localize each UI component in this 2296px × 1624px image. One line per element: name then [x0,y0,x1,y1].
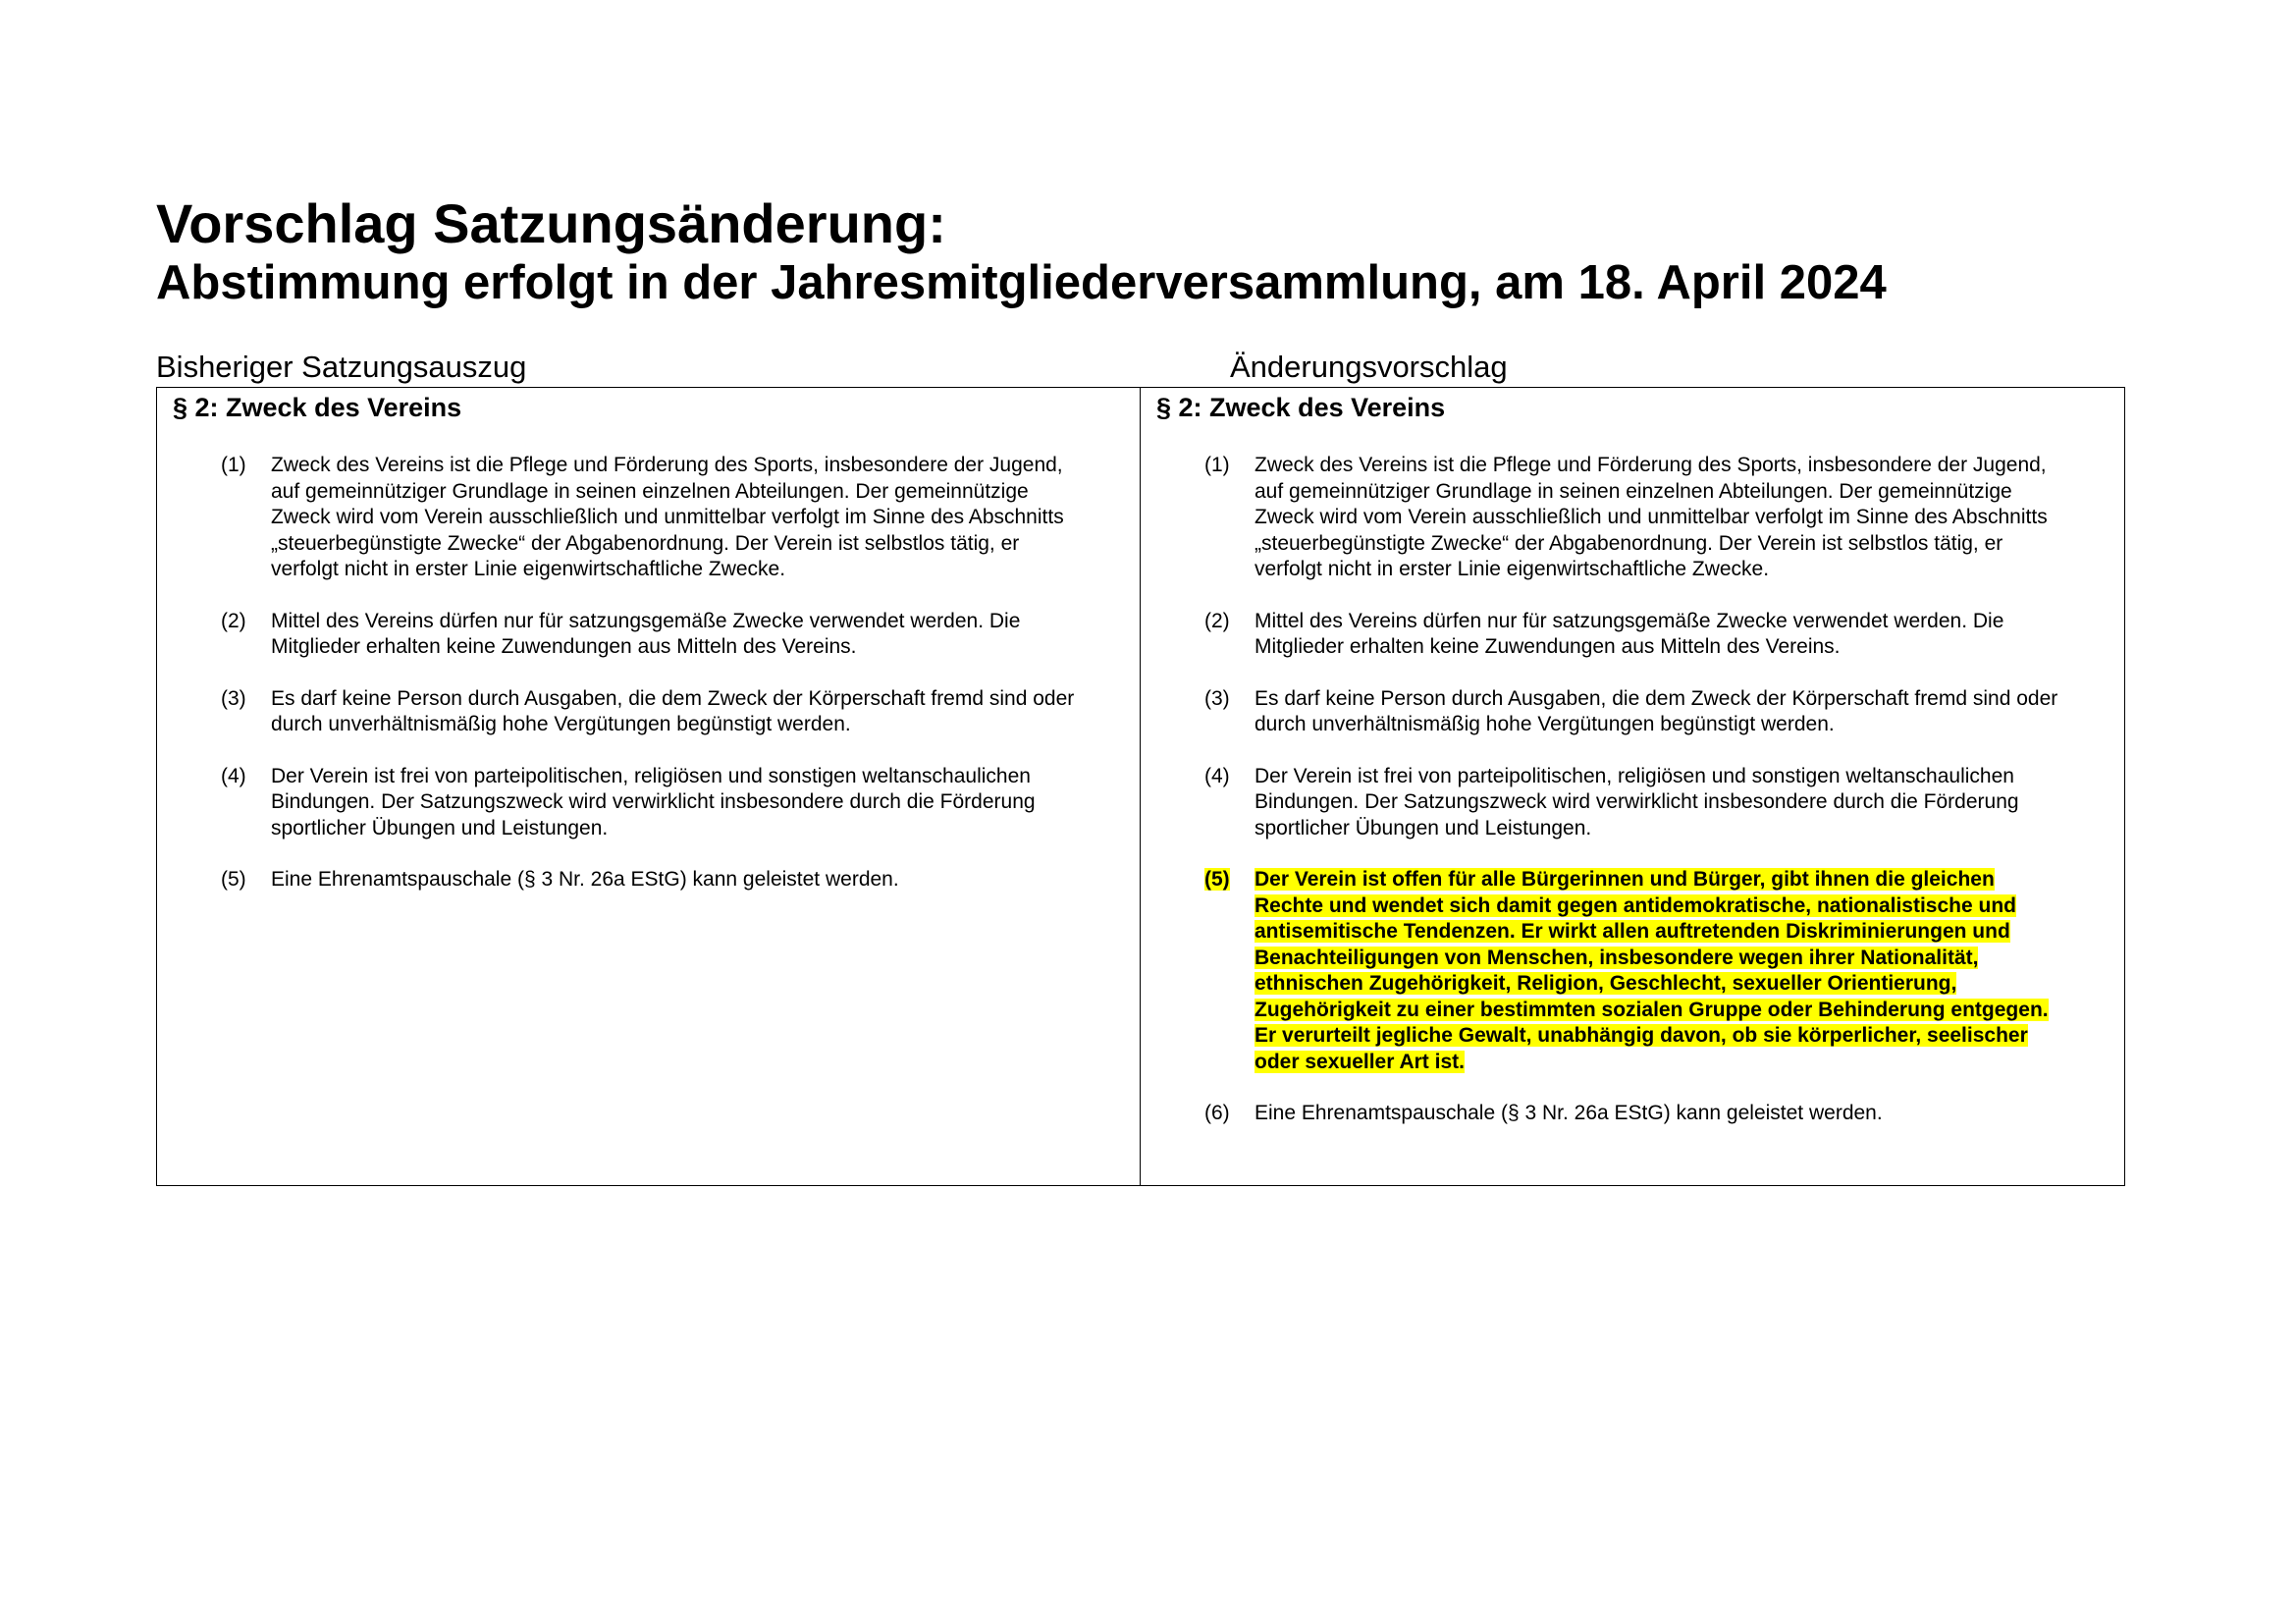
item-number: (4) [221,764,246,787]
item-text: Der Verein ist frei von parteipolitischen, religiösen und sonstigen weltanschaulichen Bindungen. Der Satzungszweck wird verwirklicht insbesondere durch die Förderung sportlicher Übungen und Leistungen. [1255,764,2019,839]
item-text: Eine Ehrenamtspauschale (§ 3 Nr. 26a EStG) kann geleistet werden. [271,868,899,891]
item-number: (5) [1204,868,1230,891]
list-item [1204,609,2068,661]
list-item [1204,1101,2068,1127]
item-text: Mittel des Vereins dürfen nur für satzungsgemäße Zwecke verwendet werden. Die Mitglieder erhalten keine Zuwendungen aus Mitteln des Vereins. [1255,609,2004,658]
item-number: (2) [221,609,246,632]
right-column-label: Änderungsvorschlag [1230,350,1508,384]
comparison-table [156,387,2125,1186]
left-column-label: Bisheriger Satzungsauszug [156,350,527,384]
proposed-statute-cell [1141,388,2124,1185]
list-item [221,686,1085,738]
item-text: Der Verein ist offen für alle Bürgerinnen und Bürger, gibt ihnen die gleichen Rechte und wendet sich damit gegen antidemokratische, nationalistische und antisemitische Tendenzen. Er wirkt allen auftretenden Diskriminierungen und Benachteiligungen von Menschen, insbesondere wegen ihrer Nationalität, ethnischen Zugehörigkeit, Religion, Geschlecht, sexueller Orientierung, Zugehörigkeit zu einer bestimmten sozialen Gruppe oder Behinderung entgegen. Er verurteilt jegliche Gewalt, unabhängig davon, ob sie körperlicher, seelischer oder sexueller Art ist. [1255,868,2049,1073]
current-statute-cell [157,388,1141,1185]
list-item [221,764,1085,842]
section-title: § 2: Zweck des Vereins [1156,393,1446,422]
statute-list [1204,453,2068,1153]
page-title: Vorschlag Satzungsänderung: [156,192,946,254]
list-item [1204,686,2068,738]
highlighted-new-clause [1204,867,2068,1075]
section-title: § 2: Zweck des Vereins [173,393,462,422]
item-text: Eine Ehrenamtspauschale (§ 3 Nr. 26a EStG) kann geleistet werden. [1255,1102,1883,1124]
item-number: (3) [1204,686,1230,710]
item-number: (6) [1204,1102,1230,1124]
item-text: Der Verein ist frei von parteipolitischen, religiösen und sonstigen weltanschaulichen Bindungen. Der Satzungszweck wird verwirklicht insbesondere durch die Förderung sportlicher Übungen und Leistungen. [271,764,1036,839]
item-number: (2) [1204,609,1230,632]
list-item [221,609,1085,661]
item-text: Es darf keine Person durch Ausgaben, die dem Zweck der Körperschaft fremd sind oder durch unverhältnismäßig hohe Vergütungen begünstigt werden. [271,686,1075,735]
item-text: Mittel des Vereins dürfen nur für satzungsgemäße Zwecke verwendet werden. Die Mitglieder erhalten keine Zuwendungen aus Mitteln des Vereins. [271,609,1021,658]
page-subtitle: Abstimmung erfolgt in der Jahresmitgliederversammlung, am 18. April 2024 [156,256,1887,309]
item-number: (5) [221,868,246,891]
item-text: Zweck des Vereins ist die Pflege und Förderung des Sports, insbesondere der Jugend, auf gemeinnütziger Grundlage in seinen einzelnen Abteilungen. Der gemeinnützige Zweck wird vom Verein ausschließlich und unmittelbar verfolgt im Sinne des Abschnitts „steuerbegünstigte Zwecke“ der Abgabenordnung. Der Verein ist selbstlos tätig, er verfolgt nicht in erster Linie eigenwirtschaftliche Zwecke. [1255,454,2048,580]
item-text: Zweck des Vereins ist die Pflege und Förderung des Sports, insbesondere der Jugend, auf gemeinnütziger Grundlage in seinen einzelnen Abteilungen. Der gemeinnützige Zweck wird vom Verein ausschließlich und unmittelbar verfolgt im Sinne des Abschnitts „steuerbegünstigte Zwecke“ der Abgabenordnung. Der Verein ist selbstlos tätig, er verfolgt nicht in erster Linie eigenwirtschaftliche Zwecke. [271,454,1064,580]
item-number: (4) [1204,764,1230,787]
item-number: (1) [1204,454,1230,476]
item-number: (3) [221,686,246,710]
list-item [221,867,1085,893]
statute-list [221,453,1085,919]
item-number: (1) [221,454,246,476]
list-item [1204,453,2068,583]
list-item [221,453,1085,583]
list-item [1204,764,2068,842]
item-text: Es darf keine Person durch Ausgaben, die dem Zweck der Körperschaft fremd sind oder durch unverhältnismäßig hohe Vergütungen begünstigt werden. [1255,686,2058,735]
